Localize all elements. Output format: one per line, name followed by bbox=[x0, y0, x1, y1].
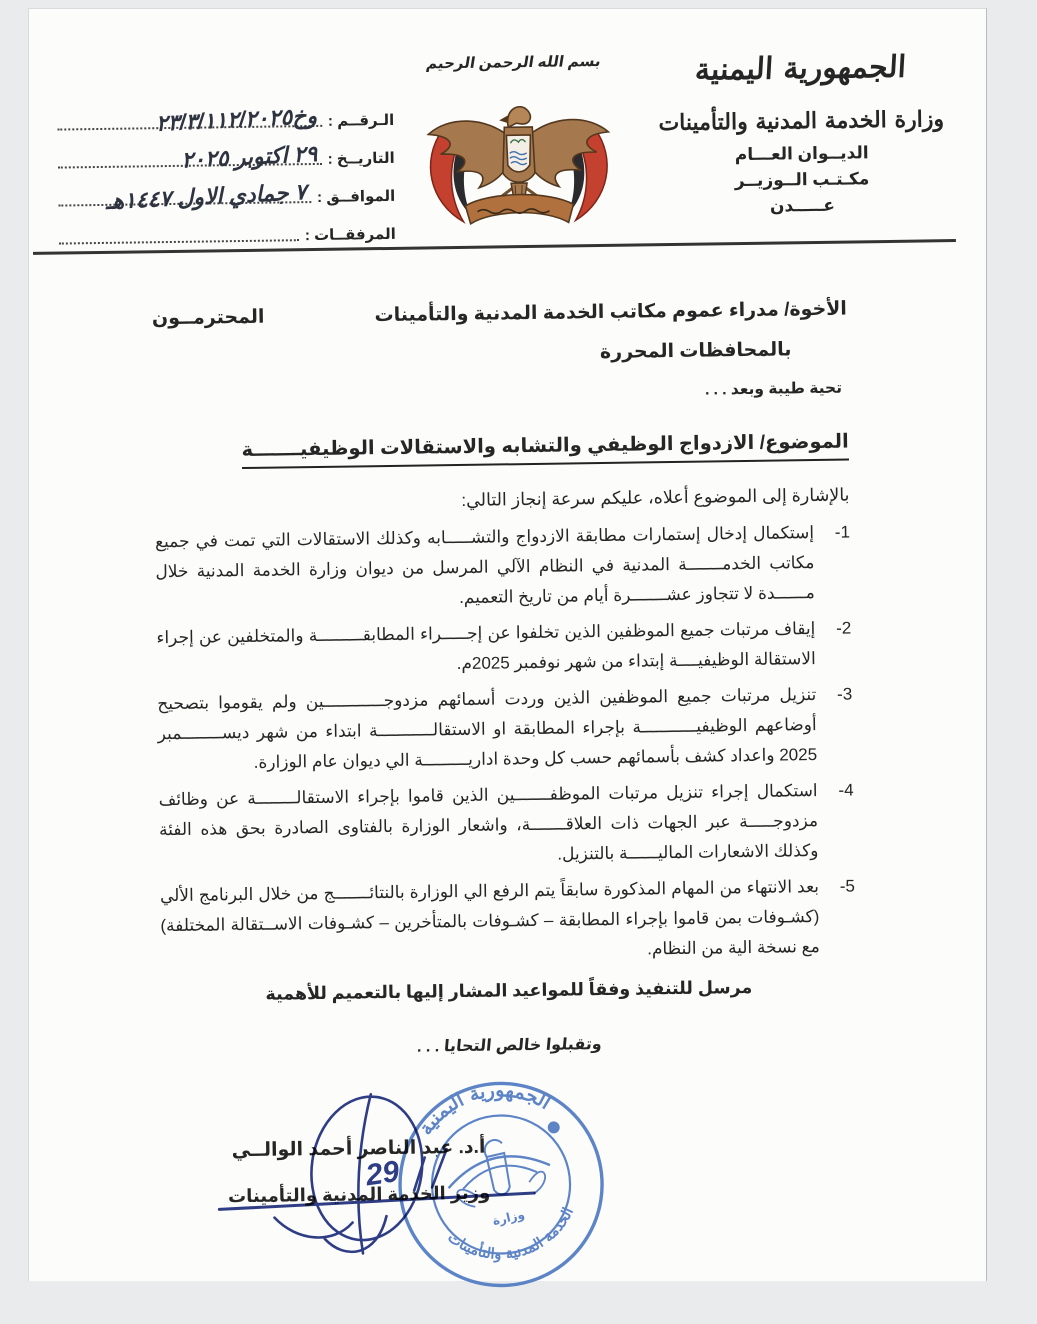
ministry-stamp bbox=[372, 1055, 630, 1313]
ref-row-date bbox=[49, 131, 394, 174]
addressee-honorific: المحترمــون bbox=[151, 306, 265, 330]
signatory-title: وزير الخدمة المدنية والتأمينات bbox=[227, 1182, 491, 1207]
stamp-top-text: الجمهورية اليمنية bbox=[414, 1079, 555, 1140]
closing-salutation: وتقبلوا خالص التحايا . . . bbox=[416, 1036, 603, 1056]
ref-attachments-line bbox=[59, 223, 299, 244]
item-number: 1- bbox=[834, 522, 851, 542]
ref-hijri-line bbox=[58, 179, 311, 214]
item-number: 2- bbox=[836, 618, 852, 638]
item-text: استكمال إجراء تنزيل مرتبات الموظفـــــــين الذين قاموا بإجراء الاستقالــــــــة عن وظائف مزدوجـــــة عبر الجهات ذات العلاقـــــــة، واشعار الوزارة بالفتاوى الصادرة بحق هذه الفئة وكذلك الاشعارات الماليــــــة بالتنزيل. bbox=[158, 781, 819, 864]
stamp-bottom-text: الخدمة المدنية والتأمينات bbox=[444, 1204, 578, 1263]
items-list bbox=[155, 518, 856, 972]
item-number: 5- bbox=[839, 876, 856, 896]
ref-row-hijri bbox=[50, 169, 395, 212]
list-item bbox=[160, 872, 856, 972]
ref-date-value: ٢٩ اكتوبر ٢٠٢٥ bbox=[180, 140, 318, 173]
addressee-line2: بالمحافظات المحررة bbox=[599, 339, 792, 364]
item-text: إستكمال إدخال إستمارات مطابقة الازدواج والتشـــــابه وكذلك الاستقالات التي تمت في جميع مكاتب الخدمـــــــة المدنية في النظام الآلي المرسل من ديوان وزارة الخدمة المدنية خلال مــــــدة لا تتجاوز عشـــــــرة أيام من تاريخ التعميم. bbox=[154, 523, 815, 608]
item-number: 3- bbox=[836, 684, 853, 704]
ref-number-line bbox=[57, 102, 322, 136]
item-text: تنزيل مرتبات جميع الموظفين الذين وردت أسمائهم مزدوجــــــــــــين ولم يقوموا بتصحيح أوضاعهم الوظيفيـــــــــــة بإجراء المطابقة او الاستقالـــــــــــة ابتداء من شهر ديســــــــمبر 2025 واعداد كشف بأسمائهم حسب كل وحدة اداريـــــــــة الي ديوان عام الوزارة. bbox=[157, 685, 818, 772]
office-line-3: عـــــدن bbox=[769, 195, 836, 216]
office-line-2: مكـتـب الــوزيــر bbox=[734, 169, 870, 191]
dispatch-note: مرسل للتنفيذ وفقاً للمواعيد المشار إليها بالتعميم للأهمية bbox=[265, 976, 753, 1004]
letterhead bbox=[635, 45, 967, 222]
addressee-row bbox=[152, 297, 847, 333]
ref-row-attachments bbox=[50, 207, 395, 250]
list-item bbox=[155, 518, 851, 618]
ministry-title: وزارة الخدمة المدنية والتأمينات bbox=[658, 106, 945, 137]
ref-hijri-label: الموافــق : bbox=[317, 187, 396, 206]
addressee-line1: الأخوة/ مدراء عموم مكاتب الخدمة المدنية والتأمينات bbox=[374, 298, 848, 327]
ref-attachments-label: المرفقــات : bbox=[304, 225, 396, 245]
list-item bbox=[158, 776, 854, 876]
ref-hijri-value: ٧ جمادي الاول ١٤٤٧هـ bbox=[105, 179, 308, 214]
ref-row-number bbox=[49, 93, 394, 136]
subject-line: الموضوع/ الازدواج الوظيفي والتشابه والاستقالات الوظيفيـــــــة bbox=[241, 428, 849, 469]
bismillah-calligraphy: بسم الله الرحمن الرحيم bbox=[424, 52, 602, 73]
signatory-name: أ.د. عبد الناصر أحمد الوالــي bbox=[231, 1136, 486, 1162]
republic-title: الجمهورية اليمنية bbox=[694, 49, 907, 88]
ref-date-label: التاريــخ : bbox=[327, 149, 395, 168]
item-text: إيقاف مرتبات جميع الموظفين الذين تخلفوا عن إجـــــراء المطابقـــــــــة والمتخلفين عن إجراء الاستقالة الوظيفيــــة إبتداء من شهر نوفمبر 2025م. bbox=[156, 619, 816, 674]
ref-date-line bbox=[58, 140, 322, 173]
ref-number-label: الـرقــم : bbox=[327, 111, 395, 130]
greeting: تحية طيبة وبعد . . . bbox=[704, 379, 843, 399]
intro-line: بالإشارة إلى الموضوع أعلاه، عليكم سرعة إنجاز التالي: bbox=[461, 484, 850, 510]
list-item bbox=[157, 680, 853, 780]
ref-number-value: وخ٢٣/٣/١١٢/٢٠٢٥ bbox=[155, 102, 319, 136]
yemen-eagle-emblem-icon bbox=[404, 92, 634, 243]
office-line-1: الديــوان العـــام bbox=[734, 143, 869, 165]
handwritten-date: 29 bbox=[363, 1155, 401, 1193]
letter-body bbox=[152, 297, 857, 1061]
svg-text:الجمهورية اليمنية bbox=[408, 1066, 558, 1143]
list-item bbox=[156, 614, 852, 684]
stamp-center-text: وزارة bbox=[491, 1207, 526, 1229]
item-text: بعد الانتهاء من المهام المذكورة سابقاً يتم الرفع الي الوزارة بالنتائـــــــج من خلال البرنامج الألي (كشـوفات بمن قاموا بإجراء المطابقة – كشـوفات بالمتأخرين – كشـوفات الاســتقالة المختلفة) مع نسخة الية من النظام. bbox=[159, 877, 820, 959]
reference-fields bbox=[49, 93, 396, 250]
letter-content bbox=[26, 3, 1001, 1288]
letter-paper bbox=[28, 8, 987, 1281]
item-number: 4- bbox=[838, 780, 854, 800]
